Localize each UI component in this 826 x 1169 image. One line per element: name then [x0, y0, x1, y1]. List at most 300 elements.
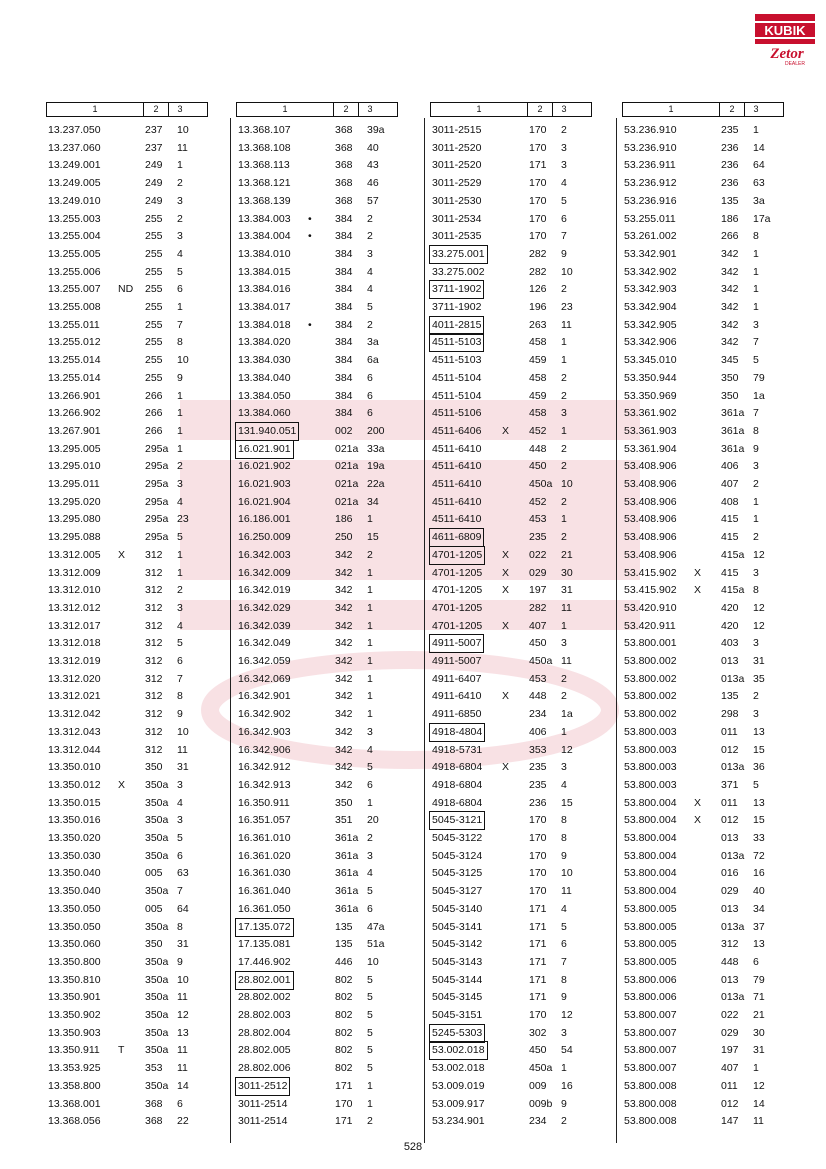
figure-number: 446	[335, 955, 353, 968]
position-number: 23	[561, 301, 573, 313]
position-number: 4	[367, 743, 373, 756]
figure-number: 013a	[721, 672, 745, 685]
part-number: 53.342.904	[624, 301, 677, 313]
figure-number: 170	[529, 814, 547, 827]
part-number: 5045-3122	[432, 832, 483, 844]
figure-number: 250	[335, 531, 353, 544]
part-flag: X	[502, 619, 510, 632]
part-number: 28.802.001	[236, 972, 293, 989]
position-number: 72	[753, 849, 765, 862]
position-number: 1	[753, 283, 759, 296]
figure-number: 361a	[721, 424, 745, 437]
figure-number: 408	[721, 495, 739, 508]
position-number: 6	[177, 655, 183, 667]
figure-number: 802	[335, 1044, 353, 1057]
figure-number: 236	[721, 177, 739, 190]
figure-number: 013	[721, 973, 739, 986]
position-number: 3	[753, 708, 759, 721]
part-number: 4911-6410	[432, 690, 482, 703]
position-number: 34	[367, 495, 379, 508]
position-number: 1	[367, 601, 373, 614]
figure-number: 029	[721, 885, 739, 898]
figure-number: 450	[529, 460, 547, 473]
figure-number: 371	[721, 778, 739, 791]
position-number: 10	[561, 478, 573, 490]
figure-number: 234	[529, 1115, 547, 1128]
part-flag: •	[308, 212, 312, 225]
figure-number: 350	[721, 389, 739, 402]
position-number: 2	[367, 230, 373, 243]
position-number: 2	[177, 212, 183, 225]
position-number: 6	[177, 283, 183, 296]
position-number: 30	[753, 1026, 765, 1039]
position-number: 31	[753, 1044, 765, 1057]
position-number: 1	[367, 637, 373, 650]
part-number: 3011-2514	[238, 1115, 288, 1128]
part-number: 33.275.002	[432, 265, 485, 278]
part-number: 13.368.113	[238, 159, 290, 172]
position-number: 7	[177, 885, 183, 898]
figure-number: 235	[721, 124, 739, 136]
part-number: 53.800.005	[624, 920, 677, 933]
part-number: 53.800.008	[624, 1097, 677, 1110]
figure-number: 342	[721, 301, 739, 313]
part-number: 53.361.903	[624, 424, 677, 437]
part-number: 53.415.902	[624, 584, 677, 597]
position-number: 4	[177, 796, 183, 809]
part-number: 13.358.800	[48, 1079, 101, 1092]
part-number: 13.384.040	[238, 371, 291, 384]
position-number: 1	[177, 389, 183, 402]
part-number: 53.234.901	[432, 1115, 485, 1128]
part-number: 16.342.049	[238, 637, 291, 650]
part-flag: X	[694, 814, 702, 827]
part-number: 13.295.080	[48, 513, 101, 526]
figure-number: 312	[145, 584, 163, 597]
part-flag: X	[502, 548, 510, 561]
position-number: 46	[367, 177, 379, 190]
figure-number: 802	[335, 1009, 353, 1021]
position-number: 57	[367, 194, 379, 207]
figure-number: 237	[145, 124, 163, 136]
position-number: 16	[753, 867, 765, 880]
position-number: 3	[177, 601, 183, 614]
position-number: 9	[177, 708, 183, 721]
position-number: 1	[177, 301, 183, 313]
position-number: 3	[561, 637, 567, 650]
position-number: 3	[177, 778, 183, 791]
part-number: 53.800.004	[624, 867, 677, 880]
figure-number: 342	[721, 283, 739, 296]
figure-number: 170	[529, 230, 547, 243]
column-separator	[616, 118, 617, 1143]
position-number: 10	[177, 725, 189, 738]
position-number: 40	[367, 141, 379, 154]
part-number: 3711-1902	[430, 281, 483, 298]
position-number: 5	[367, 991, 373, 1004]
part-number: 53.342.905	[624, 318, 677, 331]
part-number: 53.261.002	[624, 230, 677, 243]
figure-number: 011	[721, 796, 738, 809]
part-number: 13.368.107	[238, 124, 291, 136]
figure-number: 171	[529, 955, 547, 968]
position-number: 11	[177, 141, 188, 154]
part-number: 53.002.018	[432, 1062, 485, 1075]
position-number: 2	[367, 212, 373, 225]
position-number: 3	[561, 761, 567, 774]
position-number: 33	[753, 832, 765, 844]
part-number: 13.312.019	[48, 655, 101, 667]
part-number: 13.350.050	[48, 902, 101, 915]
figure-number: 312	[721, 938, 739, 951]
figure-number: 361a	[335, 885, 359, 898]
part-flag: X	[118, 778, 126, 791]
position-number: 2	[753, 478, 759, 490]
position-number: 2	[561, 442, 567, 455]
figure-number: 016	[721, 867, 739, 880]
figure-number: 234	[529, 708, 547, 721]
position-number: 5	[177, 531, 183, 544]
logo-sub-text: DEALER	[784, 61, 806, 66]
position-number: 13	[753, 796, 765, 809]
position-number: 5	[367, 1062, 373, 1075]
position-number: 7	[177, 672, 183, 685]
figure-number: 453	[529, 513, 547, 526]
position-number: 23	[177, 513, 189, 526]
figure-number: 312	[145, 566, 163, 579]
part-number: 13.368.001	[48, 1097, 101, 1110]
part-number: 16.342.003	[238, 548, 291, 561]
position-number: 3	[177, 478, 183, 490]
figure-number: 170	[529, 885, 547, 898]
part-number: 13.350.901	[48, 991, 101, 1004]
figure-number: 368	[335, 141, 353, 154]
position-number: 6	[367, 389, 373, 402]
figure-number: 255	[145, 301, 163, 313]
position-number: 7	[753, 407, 759, 420]
figure-number: 406	[529, 725, 547, 738]
position-number: 1	[367, 584, 373, 597]
position-number: 1	[367, 672, 373, 685]
position-number: 4	[367, 867, 373, 880]
figure-number: 009b	[529, 1097, 553, 1110]
figure-number: 312	[145, 637, 163, 650]
part-number: 3011-2520	[432, 159, 482, 172]
part-number: 131.940.051	[236, 423, 298, 440]
figure-number: 452	[529, 495, 547, 508]
figure-number: 342	[335, 566, 353, 579]
part-number: 53.800.008	[624, 1079, 677, 1092]
position-number: 1	[177, 159, 183, 172]
part-flag: X	[694, 796, 702, 809]
position-number: 8	[177, 690, 183, 703]
part-number: 53.342.906	[624, 336, 677, 349]
figure-number: 013a	[721, 991, 745, 1004]
position-number: 1	[367, 513, 373, 526]
figure-number: 384	[335, 354, 353, 367]
figure-number: 266	[721, 230, 739, 243]
figure-number: 312	[145, 725, 163, 738]
figure-number: 342	[335, 601, 353, 614]
part-number: 3011-2534	[432, 212, 482, 225]
figure-number: 350a	[145, 885, 169, 898]
part-number: 13.312.009	[48, 566, 101, 579]
part-number: 13.384.020	[238, 336, 291, 349]
part-number: 5045-3124	[432, 849, 483, 862]
part-number: 3011-2512	[236, 1078, 289, 1095]
figure-number: 342	[721, 336, 739, 349]
figure-number: 255	[145, 230, 163, 243]
figure-number: 171	[529, 991, 547, 1004]
figure-number: 009	[529, 1079, 547, 1092]
header-cell-3: 3	[367, 104, 373, 114]
figure-number: 171	[529, 920, 547, 933]
position-number: 3	[753, 566, 759, 579]
position-number: 5	[367, 301, 373, 313]
part-number: 16.342.906	[238, 743, 291, 756]
part-number: 4911-6850	[432, 708, 482, 721]
part-number: 13.237.060	[48, 141, 101, 154]
figure-number: 350a	[145, 920, 169, 933]
part-number: 4611-6809	[430, 529, 483, 546]
figure-number: 249	[145, 159, 163, 172]
figure-number: 342	[335, 761, 353, 774]
part-number: 53.236.910	[624, 141, 677, 154]
figure-number: 255	[145, 247, 163, 260]
figure-number: 282	[529, 265, 547, 278]
figure-number: 171	[529, 973, 547, 986]
part-number: 53.420.910	[624, 601, 677, 614]
figure-number: 312	[145, 619, 163, 632]
position-number: 8	[753, 230, 759, 243]
part-number: 3011-2529	[432, 177, 482, 190]
figure-number: 236	[721, 141, 739, 154]
part-number: 4911-6407	[432, 672, 482, 685]
part-number: 28.802.005	[238, 1044, 291, 1057]
part-number: 53.255.011	[624, 212, 676, 225]
part-number: 4511-5103	[430, 334, 483, 351]
position-number: 1	[753, 247, 759, 260]
part-number: 4511-5104	[432, 371, 482, 384]
figure-number: 342	[335, 708, 353, 721]
position-number: 3	[367, 247, 373, 260]
part-number: 53.236.916	[624, 194, 677, 207]
position-number: 11	[561, 655, 572, 667]
position-number: 9	[561, 849, 567, 862]
figure-number: 415	[721, 566, 739, 579]
part-number: 53.800.008	[624, 1115, 677, 1128]
figure-number: 450a	[529, 478, 553, 490]
part-number: 53.800.005	[624, 902, 677, 915]
part-number: 53.009.019	[432, 1079, 485, 1092]
part-number: 53.408.906	[624, 531, 677, 544]
part-number: 13.384.018	[238, 318, 291, 331]
part-number: 4918-6804	[432, 778, 483, 791]
figure-number: 353	[529, 743, 547, 756]
part-number: 4701-1205	[432, 566, 483, 579]
header-cell-1: 1	[623, 103, 720, 116]
figure-number: 312	[145, 548, 163, 561]
position-number: 79	[753, 973, 765, 986]
part-number: 53.236.910	[624, 124, 677, 136]
figure-number: 312	[145, 690, 163, 703]
figure-number: 350a	[145, 832, 169, 844]
figure-number: 458	[529, 336, 547, 349]
position-number: 22a	[367, 478, 385, 490]
position-number: 11	[561, 601, 572, 614]
position-number: 1	[177, 548, 183, 561]
position-number: 4	[561, 177, 567, 190]
part-number: 16.021.901	[236, 441, 293, 458]
position-number: 71	[753, 991, 765, 1004]
position-number: 8	[561, 814, 567, 827]
part-number: 53.408.906	[624, 495, 677, 508]
figure-number: 384	[335, 407, 353, 420]
figure-number: 013a	[721, 761, 745, 774]
figure-number: 415a	[721, 584, 745, 597]
figure-number: 448	[529, 690, 547, 703]
position-number: 63	[753, 177, 765, 190]
part-number: 53.800.004	[624, 849, 677, 862]
position-number: 14	[753, 141, 765, 154]
position-number: 3	[367, 849, 373, 862]
position-number: 3	[561, 407, 567, 420]
figure-number: 022	[721, 1009, 739, 1021]
part-number: 13.350.800	[48, 955, 101, 968]
position-number: 5	[753, 354, 759, 367]
figure-number: 342	[335, 548, 353, 561]
position-number: 79	[753, 371, 765, 384]
position-number: 64	[753, 159, 765, 172]
part-number: 53.800.002	[624, 690, 677, 703]
part-number: 13.384.004	[238, 230, 291, 243]
part-number: 16.186.001	[238, 513, 291, 526]
figure-number: 013a	[721, 920, 745, 933]
part-number: 53.800.007	[624, 1044, 677, 1057]
position-number: 2	[561, 371, 567, 384]
position-number: 2	[177, 584, 183, 597]
position-number: 19a	[367, 460, 385, 473]
part-number: 5245-5303	[430, 1025, 484, 1042]
part-number: 13.237.050	[48, 124, 101, 136]
part-number: 13.295.010	[48, 460, 101, 473]
figure-number: 282	[529, 601, 547, 614]
figure-number: 384	[335, 283, 353, 296]
figure-number: 171	[529, 938, 547, 951]
figure-number: 282	[529, 247, 547, 260]
index-column-2	[236, 102, 398, 1128]
part-number: 5045-3145	[432, 991, 483, 1004]
position-number: 6a	[367, 354, 379, 367]
part-number: 13.368.108	[238, 141, 291, 154]
figure-number: 170	[335, 1097, 353, 1110]
figure-number: 237	[145, 141, 163, 154]
position-number: 3	[561, 159, 567, 172]
position-number: 9	[561, 1097, 567, 1110]
part-number: 28.802.003	[238, 1009, 291, 1021]
part-flag: •	[308, 318, 312, 331]
part-number: 3011-2520	[432, 141, 482, 154]
part-number: 13.350.030	[48, 849, 101, 862]
figure-number: 453	[529, 672, 547, 685]
position-number: 5	[177, 637, 183, 650]
position-number: 1	[561, 1062, 567, 1075]
part-number: 53.415.902	[624, 566, 677, 579]
part-number: 13.312.018	[48, 637, 101, 650]
position-number: 2	[753, 690, 759, 703]
index-column-4	[622, 102, 784, 1128]
figure-number: 255	[145, 283, 163, 296]
figure-number: 249	[145, 177, 163, 190]
position-number: 6	[561, 212, 567, 225]
figure-number: 170	[529, 849, 547, 862]
part-number: 13.350.060	[48, 938, 101, 951]
index-column-1	[46, 102, 208, 1128]
figure-number: 353	[145, 1062, 163, 1075]
part-number: 13.255.014	[48, 354, 101, 367]
part-number: 13.312.042	[48, 708, 101, 721]
figure-number: 361a	[335, 902, 359, 915]
part-number: 4911-5007	[430, 635, 483, 652]
header-cell-2: 2	[334, 103, 359, 116]
header-cell-3: 3	[753, 104, 759, 114]
part-number: 53.342.902	[624, 265, 677, 278]
part-number: 13.255.011	[48, 318, 100, 331]
part-number: 13.312.043	[48, 725, 101, 738]
part-number: 16.342.019	[238, 584, 291, 597]
position-number: 2	[561, 1115, 567, 1128]
part-number: 13.384.017	[238, 301, 291, 313]
figure-number: 013	[721, 902, 739, 915]
figure-number: 361a	[335, 832, 359, 844]
part-number: 4011-2815	[430, 317, 483, 334]
figure-number: 342	[335, 584, 353, 597]
position-number: 10	[561, 265, 573, 278]
figure-number: 802	[335, 1062, 353, 1075]
figure-number: 147	[721, 1115, 739, 1128]
part-number: 13.255.007	[48, 283, 101, 296]
position-number: 40	[753, 885, 765, 898]
position-number: 36	[753, 761, 765, 774]
part-number: 53.342.903	[624, 283, 677, 296]
figure-number: 170	[529, 1009, 547, 1021]
figure-number: 342	[335, 778, 353, 791]
position-number: 1	[177, 442, 183, 455]
part-number: 13.350.040	[48, 867, 101, 880]
position-number: 9	[561, 247, 567, 260]
position-number: 15	[561, 796, 573, 809]
part-number: 16.021.903	[238, 478, 291, 490]
part-number: 13.368.139	[238, 194, 291, 207]
figure-number: 013	[721, 832, 739, 844]
figure-number: 450	[529, 637, 547, 650]
part-number: 13.350.040	[48, 885, 101, 898]
figure-number: 012	[721, 743, 739, 756]
figure-number: 415	[721, 531, 739, 544]
figure-number: 802	[335, 1026, 353, 1039]
part-number: 13.350.012	[48, 778, 101, 791]
part-number: 53.800.003	[624, 761, 677, 774]
figure-number: 361a	[721, 407, 745, 420]
position-number: 6	[753, 955, 759, 968]
position-number: 6	[367, 371, 373, 384]
position-number: 31	[561, 584, 573, 597]
position-number: 2	[753, 531, 759, 544]
position-number: 1	[367, 1079, 373, 1092]
figure-number: 420	[721, 619, 739, 632]
logo-bottom-text: Zetor	[770, 46, 804, 62]
figure-number: 407	[721, 1062, 739, 1075]
